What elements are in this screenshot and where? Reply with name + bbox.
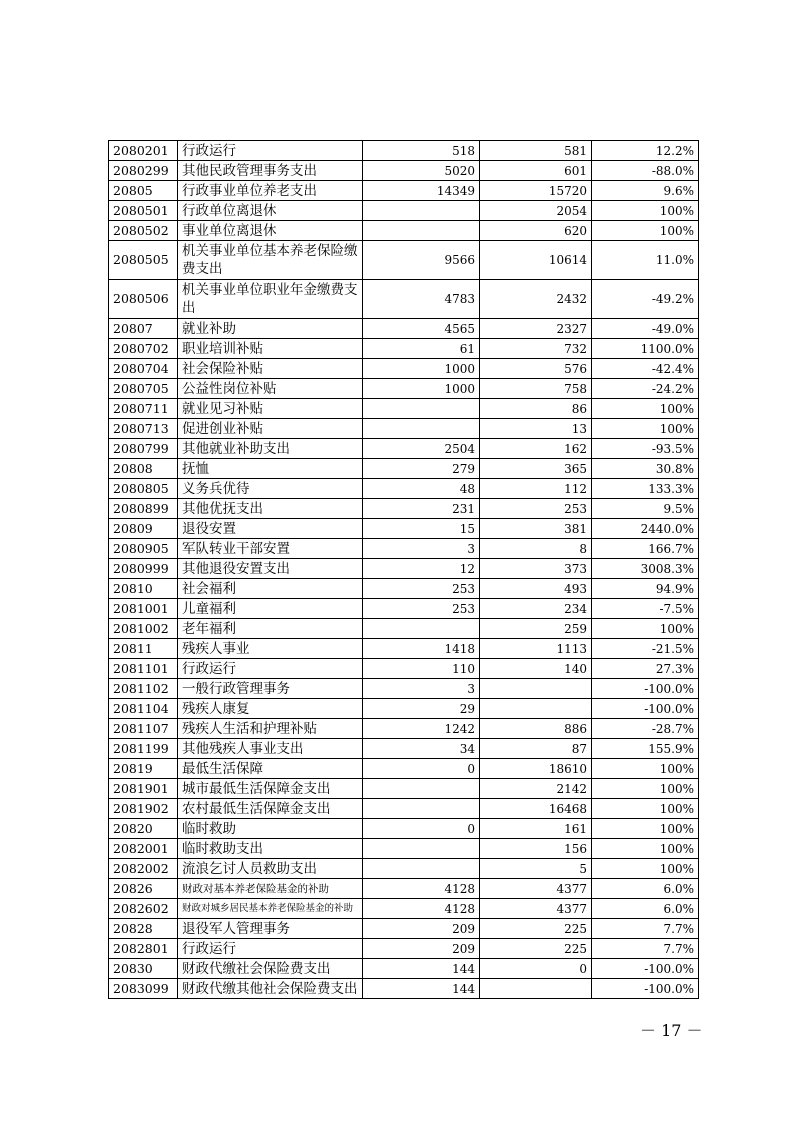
row-value-b: 581 bbox=[480, 141, 592, 161]
row-name: 社会保险补贴 bbox=[178, 359, 363, 379]
row-value-a: 0 bbox=[363, 759, 480, 779]
row-name: 临时救助支出 bbox=[178, 839, 363, 859]
row-value-a: 29 bbox=[363, 699, 480, 719]
row-code: 2082801 bbox=[109, 939, 178, 959]
row-value-b: 86 bbox=[480, 399, 592, 419]
table-row bbox=[109, 399, 699, 419]
table-row bbox=[109, 359, 699, 379]
row-name: 事业单位离退休 bbox=[178, 221, 363, 241]
row-name: 军队转业干部安置 bbox=[178, 539, 363, 559]
row-value-a: 1000 bbox=[363, 359, 480, 379]
row-code: 2081902 bbox=[109, 799, 178, 819]
row-name: 机关事业单位基本养老保险缴费支出 bbox=[178, 241, 363, 280]
row-value-b bbox=[480, 679, 592, 699]
row-value-b: 162 bbox=[480, 439, 592, 459]
row-value-a: 4128 bbox=[363, 879, 480, 899]
row-name: 就业见习补贴 bbox=[178, 399, 363, 419]
row-change: -100.0% bbox=[592, 979, 699, 999]
row-change: 166.7% bbox=[592, 539, 699, 559]
table-row bbox=[109, 599, 699, 619]
table-row bbox=[109, 221, 699, 241]
row-value-a bbox=[363, 839, 480, 859]
row-name: 促进创业补贴 bbox=[178, 419, 363, 439]
table-row bbox=[109, 679, 699, 699]
row-value-a: 253 bbox=[363, 599, 480, 619]
table-row bbox=[109, 979, 699, 999]
row-value-b: 381 bbox=[480, 519, 592, 539]
row-name: 退役军人管理事务 bbox=[178, 919, 363, 939]
row-value-b: 13 bbox=[480, 419, 592, 439]
row-code: 2080711 bbox=[109, 399, 178, 419]
row-code: 20808 bbox=[109, 459, 178, 479]
row-code: 2081199 bbox=[109, 739, 178, 759]
row-change: 133.3% bbox=[592, 479, 699, 499]
row-code: 2080506 bbox=[109, 280, 178, 319]
row-name: 流浪乞讨人员救助支出 bbox=[178, 859, 363, 879]
row-name: 最低生活保障 bbox=[178, 759, 363, 779]
row-name: 财政代缴社会保险费支出 bbox=[178, 959, 363, 979]
row-change: 2440.0% bbox=[592, 519, 699, 539]
row-value-a: 144 bbox=[363, 959, 480, 979]
row-value-a: 144 bbox=[363, 979, 480, 999]
table-row bbox=[109, 839, 699, 859]
row-value-b: 1113 bbox=[480, 639, 592, 659]
table-row bbox=[109, 759, 699, 779]
row-value-b: 16468 bbox=[480, 799, 592, 819]
row-value-a: 48 bbox=[363, 479, 480, 499]
row-value-b: 4377 bbox=[480, 899, 592, 919]
row-value-b: 758 bbox=[480, 379, 592, 399]
row-name: 行政运行 bbox=[178, 939, 363, 959]
row-value-b: 620 bbox=[480, 221, 592, 241]
row-value-a: 1242 bbox=[363, 719, 480, 739]
budget-table bbox=[108, 140, 699, 999]
row-code: 2080905 bbox=[109, 539, 178, 559]
table-row bbox=[109, 619, 699, 639]
row-value-b: 8 bbox=[480, 539, 592, 559]
row-value-a: 110 bbox=[363, 659, 480, 679]
row-value-a: 3 bbox=[363, 539, 480, 559]
row-name: 抚恤 bbox=[178, 459, 363, 479]
row-value-b bbox=[480, 979, 592, 999]
row-code: 2081104 bbox=[109, 699, 178, 719]
row-value-a: 518 bbox=[363, 141, 480, 161]
row-change: -93.5% bbox=[592, 439, 699, 459]
row-name: 财政对基本养老保险基金的补助 bbox=[178, 879, 363, 899]
row-code: 2080899 bbox=[109, 499, 178, 519]
row-name: 临时救助 bbox=[178, 819, 363, 839]
row-code: 2080705 bbox=[109, 379, 178, 399]
table-row bbox=[109, 939, 699, 959]
row-value-a bbox=[363, 221, 480, 241]
table-row bbox=[109, 739, 699, 759]
table-row bbox=[109, 579, 699, 599]
row-code: 20819 bbox=[109, 759, 178, 779]
row-name: 残疾人事业 bbox=[178, 639, 363, 659]
table-row bbox=[109, 201, 699, 221]
row-value-b: 10614 bbox=[480, 241, 592, 280]
row-value-a: 1418 bbox=[363, 639, 480, 659]
row-name: 儿童福利 bbox=[178, 599, 363, 619]
row-change: 12.2% bbox=[592, 141, 699, 161]
table-row bbox=[109, 419, 699, 439]
row-change: 9.6% bbox=[592, 181, 699, 201]
row-name: 残疾人康复 bbox=[178, 699, 363, 719]
row-name: 职业培训补贴 bbox=[178, 339, 363, 359]
row-change: -49.2% bbox=[592, 280, 699, 319]
row-value-a: 253 bbox=[363, 579, 480, 599]
row-name: 老年福利 bbox=[178, 619, 363, 639]
row-value-a: 2504 bbox=[363, 439, 480, 459]
row-code: 2081107 bbox=[109, 719, 178, 739]
row-code: 20805 bbox=[109, 181, 178, 201]
row-value-b: 732 bbox=[480, 339, 592, 359]
row-value-a: 3 bbox=[363, 679, 480, 699]
row-value-a: 231 bbox=[363, 499, 480, 519]
row-change: -88.0% bbox=[592, 161, 699, 181]
row-code: 2080713 bbox=[109, 419, 178, 439]
row-value-b: 2327 bbox=[480, 319, 592, 339]
row-change: -49.0% bbox=[592, 319, 699, 339]
row-code: 2080704 bbox=[109, 359, 178, 379]
table-body bbox=[109, 141, 699, 999]
row-name: 机关事业单位职业年金缴费支出 bbox=[178, 280, 363, 319]
table-row bbox=[109, 379, 699, 399]
row-value-a: 209 bbox=[363, 939, 480, 959]
row-code: 2080501 bbox=[109, 201, 178, 221]
table-row bbox=[109, 819, 699, 839]
row-code: 20807 bbox=[109, 319, 178, 339]
table-row bbox=[109, 539, 699, 559]
row-change: 100% bbox=[592, 839, 699, 859]
row-code: 2081001 bbox=[109, 599, 178, 619]
row-value-a: 14349 bbox=[363, 181, 480, 201]
row-code: 20826 bbox=[109, 879, 178, 899]
table-row bbox=[109, 439, 699, 459]
row-name: 行政事业单位养老支出 bbox=[178, 181, 363, 201]
table-row bbox=[109, 519, 699, 539]
row-code: 20810 bbox=[109, 579, 178, 599]
row-code: 2081901 bbox=[109, 779, 178, 799]
row-value-a bbox=[363, 779, 480, 799]
row-value-b: 225 bbox=[480, 939, 592, 959]
row-name: 残疾人生活和护理补贴 bbox=[178, 719, 363, 739]
row-value-b: 576 bbox=[480, 359, 592, 379]
row-code: 2083099 bbox=[109, 979, 178, 999]
row-change: 155.9% bbox=[592, 739, 699, 759]
row-value-b: 365 bbox=[480, 459, 592, 479]
row-name: 城市最低生活保障金支出 bbox=[178, 779, 363, 799]
table-row bbox=[109, 879, 699, 899]
row-code: 2080201 bbox=[109, 141, 178, 161]
row-code: 20809 bbox=[109, 519, 178, 539]
table-row bbox=[109, 339, 699, 359]
row-value-b: 0 bbox=[480, 959, 592, 979]
row-code: 20811 bbox=[109, 639, 178, 659]
row-change: -28.7% bbox=[592, 719, 699, 739]
row-value-b: 161 bbox=[480, 819, 592, 839]
table-row bbox=[109, 161, 699, 181]
row-change: -100.0% bbox=[592, 959, 699, 979]
row-change: 30.8% bbox=[592, 459, 699, 479]
row-value-a: 4565 bbox=[363, 319, 480, 339]
row-change: 100% bbox=[592, 619, 699, 639]
row-value-a: 61 bbox=[363, 339, 480, 359]
row-change: 7.7% bbox=[592, 919, 699, 939]
row-value-a: 0 bbox=[363, 819, 480, 839]
row-value-b: 373 bbox=[480, 559, 592, 579]
row-change: 100% bbox=[592, 221, 699, 241]
row-change: 27.3% bbox=[592, 659, 699, 679]
row-name: 一般行政管理事务 bbox=[178, 679, 363, 699]
row-change: 100% bbox=[592, 399, 699, 419]
row-value-b bbox=[480, 699, 592, 719]
row-change: -100.0% bbox=[592, 699, 699, 719]
row-change: 100% bbox=[592, 819, 699, 839]
row-name: 行政单位离退休 bbox=[178, 201, 363, 221]
row-name: 其他残疾人事业支出 bbox=[178, 739, 363, 759]
row-code: 2081002 bbox=[109, 619, 178, 639]
row-value-b: 2432 bbox=[480, 280, 592, 319]
row-name: 财政代缴其他社会保险费支出 bbox=[178, 979, 363, 999]
table-row bbox=[109, 559, 699, 579]
row-name: 行政运行 bbox=[178, 141, 363, 161]
row-value-b: 112 bbox=[480, 479, 592, 499]
row-code: 20820 bbox=[109, 819, 178, 839]
row-code: 2080702 bbox=[109, 339, 178, 359]
row-name: 财政对城乡居民基本养老保险基金的补助 bbox=[178, 899, 363, 919]
row-value-a bbox=[363, 859, 480, 879]
table-row bbox=[109, 719, 699, 739]
row-name: 其他就业补助支出 bbox=[178, 439, 363, 459]
row-change: 100% bbox=[592, 779, 699, 799]
row-name: 其他民政管理事务支出 bbox=[178, 161, 363, 181]
row-change: 100% bbox=[592, 201, 699, 221]
row-code: 2080999 bbox=[109, 559, 178, 579]
row-name: 社会福利 bbox=[178, 579, 363, 599]
row-change: 11.0% bbox=[592, 241, 699, 280]
row-name: 公益性岗位补贴 bbox=[178, 379, 363, 399]
row-change: 100% bbox=[592, 419, 699, 439]
row-change: 3008.3% bbox=[592, 559, 699, 579]
table-row bbox=[109, 859, 699, 879]
row-value-b: 4377 bbox=[480, 879, 592, 899]
row-change: 1100.0% bbox=[592, 339, 699, 359]
row-value-b: 234 bbox=[480, 599, 592, 619]
row-value-b: 15720 bbox=[480, 181, 592, 201]
row-value-a: 34 bbox=[363, 739, 480, 759]
row-change: 6.0% bbox=[592, 899, 699, 919]
row-change: -100.0% bbox=[592, 679, 699, 699]
row-code: 2081101 bbox=[109, 659, 178, 679]
row-change: 6.0% bbox=[592, 879, 699, 899]
table-row bbox=[109, 319, 699, 339]
row-value-b: 601 bbox=[480, 161, 592, 181]
row-value-b: 2054 bbox=[480, 201, 592, 221]
row-value-b: 253 bbox=[480, 499, 592, 519]
row-code: 2080799 bbox=[109, 439, 178, 459]
page-number: － 17 － bbox=[640, 1021, 703, 1040]
row-value-a bbox=[363, 419, 480, 439]
row-name: 其他退役安置支出 bbox=[178, 559, 363, 579]
row-value-a bbox=[363, 799, 480, 819]
row-change: -42.4% bbox=[592, 359, 699, 379]
row-value-a: 12 bbox=[363, 559, 480, 579]
table-row bbox=[109, 141, 699, 161]
row-code: 2080502 bbox=[109, 221, 178, 241]
table-row bbox=[109, 241, 699, 280]
row-name: 农村最低生活保障金支出 bbox=[178, 799, 363, 819]
table-row bbox=[109, 459, 699, 479]
table-row bbox=[109, 639, 699, 659]
row-value-b: 5 bbox=[480, 859, 592, 879]
row-code: 2082001 bbox=[109, 839, 178, 859]
row-value-a bbox=[363, 399, 480, 419]
row-name: 就业补助 bbox=[178, 319, 363, 339]
table-row bbox=[109, 779, 699, 799]
row-value-a: 209 bbox=[363, 919, 480, 939]
table-row bbox=[109, 899, 699, 919]
row-value-b: 156 bbox=[480, 839, 592, 859]
row-code: 2082002 bbox=[109, 859, 178, 879]
row-value-a bbox=[363, 201, 480, 221]
row-change: 100% bbox=[592, 859, 699, 879]
row-value-b: 87 bbox=[480, 739, 592, 759]
row-value-a bbox=[363, 619, 480, 639]
row-value-b: 140 bbox=[480, 659, 592, 679]
table-row bbox=[109, 799, 699, 819]
row-value-a: 15 bbox=[363, 519, 480, 539]
row-name: 义务兵优待 bbox=[178, 479, 363, 499]
row-value-b: 225 bbox=[480, 919, 592, 939]
row-value-a: 279 bbox=[363, 459, 480, 479]
row-code: 2080299 bbox=[109, 161, 178, 181]
row-value-a: 4128 bbox=[363, 899, 480, 919]
table-row bbox=[109, 499, 699, 519]
table-row bbox=[109, 699, 699, 719]
row-code: 2080805 bbox=[109, 479, 178, 499]
row-name: 其他优抚支出 bbox=[178, 499, 363, 519]
table-row bbox=[109, 919, 699, 939]
row-value-a: 1000 bbox=[363, 379, 480, 399]
row-change: 100% bbox=[592, 799, 699, 819]
table-row bbox=[109, 659, 699, 679]
row-value-b: 18610 bbox=[480, 759, 592, 779]
row-code: 2081102 bbox=[109, 679, 178, 699]
row-change: -24.2% bbox=[592, 379, 699, 399]
row-value-b: 2142 bbox=[480, 779, 592, 799]
row-value-b: 886 bbox=[480, 719, 592, 739]
row-change: 9.5% bbox=[592, 499, 699, 519]
row-code: 20828 bbox=[109, 919, 178, 939]
row-code: 2082602 bbox=[109, 899, 178, 919]
row-change: -21.5% bbox=[592, 639, 699, 659]
row-value-a: 5020 bbox=[363, 161, 480, 181]
table-row bbox=[109, 479, 699, 499]
row-value-a: 9566 bbox=[363, 241, 480, 280]
row-change: 100% bbox=[592, 759, 699, 779]
row-change: 7.7% bbox=[592, 939, 699, 959]
row-value-a: 4783 bbox=[363, 280, 480, 319]
table-row bbox=[109, 959, 699, 979]
row-name: 退役安置 bbox=[178, 519, 363, 539]
row-value-b: 493 bbox=[480, 579, 592, 599]
table-row bbox=[109, 181, 699, 201]
table-row bbox=[109, 280, 699, 319]
row-code: 20830 bbox=[109, 959, 178, 979]
row-value-b: 259 bbox=[480, 619, 592, 639]
row-name: 行政运行 bbox=[178, 659, 363, 679]
row-change: -7.5% bbox=[592, 599, 699, 619]
row-change: 94.9% bbox=[592, 579, 699, 599]
row-code: 2080505 bbox=[109, 241, 178, 280]
